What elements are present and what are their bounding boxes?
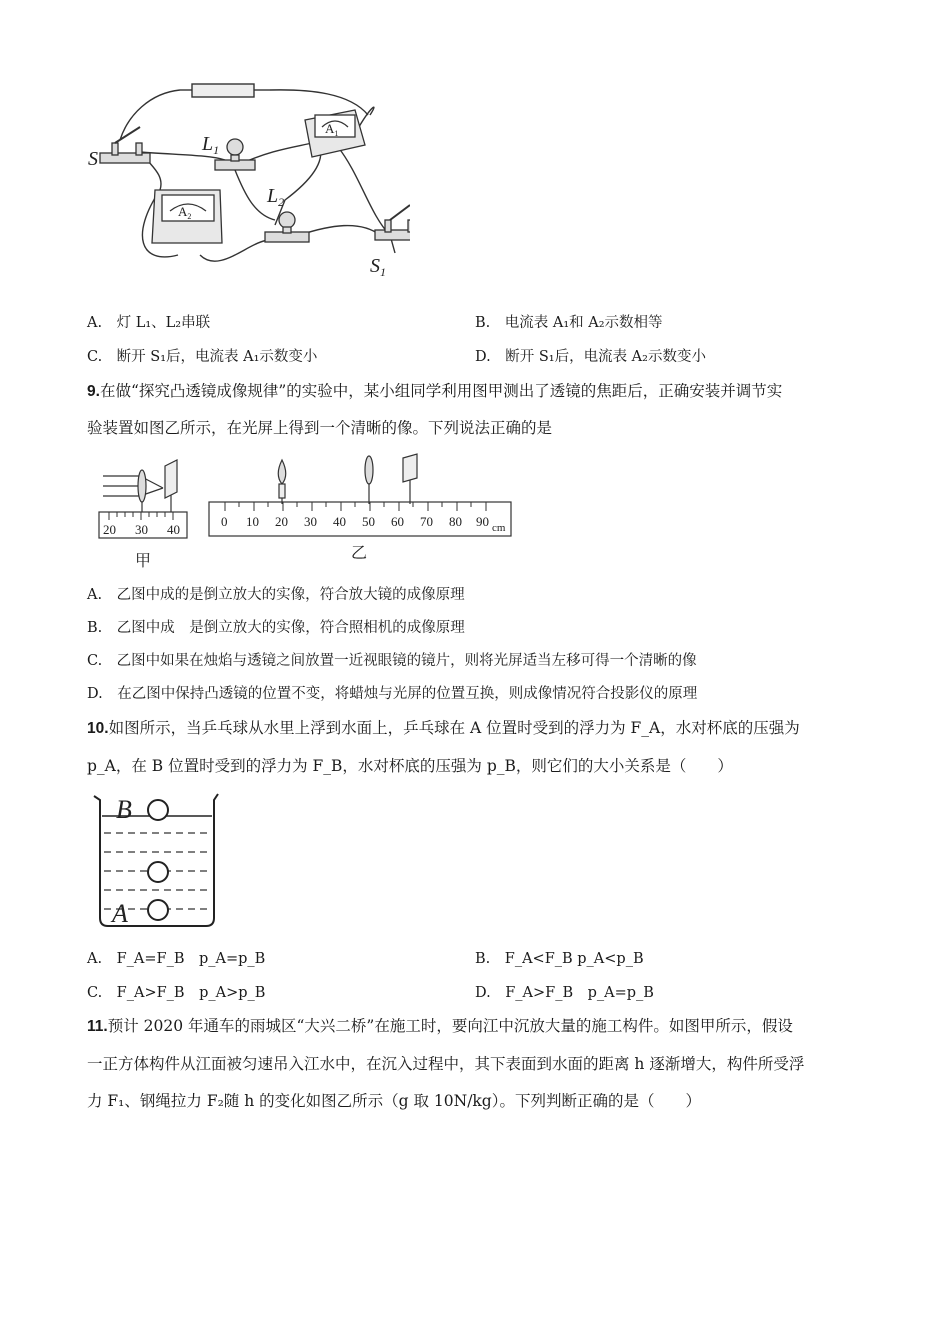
- q11-stem-line1: 11.预计 2020 年通车的雨城区“大兴二桥”在施工时，要向江中沉放大量的施工构件。如图甲所示，假设: [87, 1017, 793, 1035]
- figure-jia-label: 甲: [135, 553, 152, 570]
- yi-tick-50: 50: [362, 514, 375, 529]
- jia-tick-30: 30: [135, 522, 148, 537]
- svg-text:L1: $L_1$: [202, 133, 220, 157]
- yi-tick-10: 10: [246, 514, 259, 529]
- battery: [192, 84, 254, 97]
- wire: [300, 226, 380, 235]
- q8-option-a: A. 灯 L₁、L₂串联: [87, 315, 211, 331]
- q10-stem-line2: p_A，在 B 位置时受到的浮力为 F_B，水对杯底的压强为 p_B，则它们的大小关系是（ ）: [87, 757, 733, 775]
- beaker-figure: [88, 790, 223, 930]
- wire: [120, 90, 180, 140]
- circuit-diagram: [80, 75, 410, 290]
- q10-option-d: D. F_A>F_B p_A=p_B: [475, 985, 654, 1001]
- q9-option-a: A. 乙图中成的是倒立放大的实像，符合放大镜的成像原理: [87, 587, 465, 603]
- yi-tick-20: 20: [275, 514, 288, 529]
- jia-tick-20: 20: [103, 522, 116, 537]
- svg-text:S1: $S_1$: [370, 255, 386, 279]
- q8-option-d: D. 断开 S₁后，电流表 A₂示数变小: [475, 349, 706, 365]
- figure-yi-label: 乙: [351, 545, 368, 562]
- q11-number: 11.: [87, 1018, 108, 1035]
- figure-yi: [205, 448, 515, 573]
- q9-number: 9.: [87, 383, 100, 400]
- q10-stem-line1: 10.如图所示，当乒乓球从水里上浮到水面上，乒乓球在 A 位置时受到的浮力为 F_A，水对杯底的压强为: [87, 719, 800, 737]
- q9-option-b: B. 乙图中成 是倒立放大的实像，符合照相机的成像原理: [87, 620, 465, 636]
- figure-jia: [95, 448, 195, 573]
- svg-text:A1: $A_1$: [325, 121, 339, 138]
- svg-text:A2: $A_2$: [178, 204, 192, 221]
- yi-tick-40: 40: [333, 514, 346, 529]
- yi-tick-80: 80: [449, 514, 462, 529]
- q9-option-d: D. 在乙图中保持凸透镜的位置不变，将蜡烛与光屏的位置互换，则成像情况符合投影仪的原理: [87, 686, 698, 702]
- q8-option-c: C. 断开 S₁后，电流表 A₁示数变小: [87, 349, 318, 365]
- label-b: B: [116, 795, 132, 824]
- label-a: A: [112, 899, 128, 928]
- lamp-l1: [215, 139, 255, 170]
- yi-tick-30: 30: [304, 514, 317, 529]
- q10-number: 10.: [87, 720, 109, 737]
- yi-tick-0: 0: [221, 514, 228, 529]
- ball-a: [148, 900, 168, 920]
- switch-s: [100, 127, 150, 163]
- q9-stem-line2: 验装置如图乙所示，在光屏上得到一个清晰的像。下列说法正确的是: [87, 419, 553, 437]
- svg-text:L2: $L_2$: [267, 185, 285, 209]
- lamp-l2: [265, 212, 309, 242]
- yi-tick-60: 60: [391, 514, 404, 529]
- q10-option-c: C. F_A>F_B p_A>p_B: [87, 985, 266, 1001]
- q11-stem-line2: 一正方体构件从江面被匀速吊入江水中，在沉入过程中，其下表面到水面的距离 h 逐渐增大，构件所受浮: [87, 1055, 805, 1073]
- yi-unit: cm: [492, 522, 506, 534]
- yi-tick-90: 90: [476, 514, 489, 529]
- yi-tick-70: 70: [420, 514, 433, 529]
- ball-middle: [148, 862, 168, 882]
- q8-option-b: B. 电流表 A₁和 A₂示数相等: [475, 315, 663, 331]
- q10-option-a: A. F_A=F_B p_A=p_B: [87, 951, 266, 967]
- q11-stem-line3: 力 F₁、钢绳拉力 F₂随 h 的变化如图乙所示（g 取 10N/kg）。下列判断正确的是（ ）: [87, 1092, 701, 1110]
- q9-option-c: C. 乙图中如果在烛焰与透镜之间放置一近视眼镜的镜片，则将光屏适当左移可得一个清晰的像: [87, 653, 697, 669]
- ball-b: [148, 800, 168, 820]
- q9-stem-line1: 9.在做“探究凸透镜成像规律”的实验中，某小组同学利用图甲测出了透镜的焦距后，正确安装并调节实: [87, 382, 783, 400]
- q10-option-b: B. F_A<F_B p_A<p_B: [475, 951, 644, 967]
- label-s: S: [88, 148, 98, 170]
- jia-tick-40: 40: [167, 522, 180, 537]
